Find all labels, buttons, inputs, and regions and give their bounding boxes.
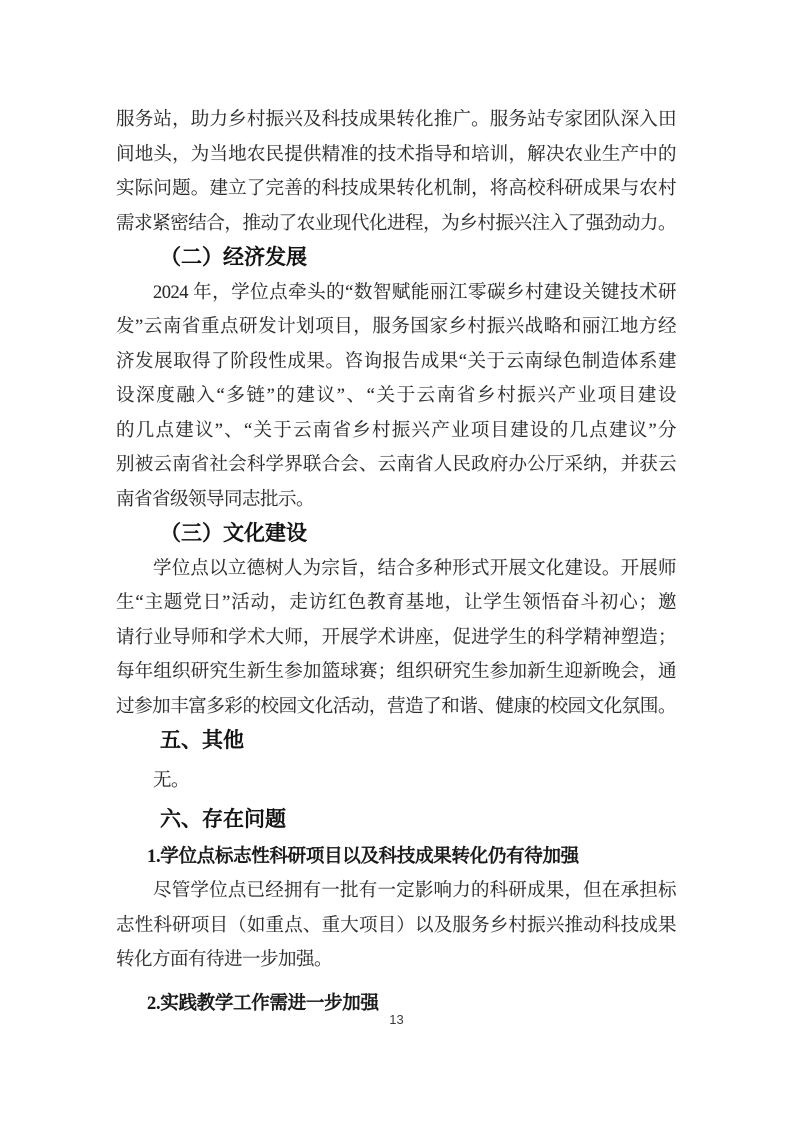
paragraph (116, 103, 676, 241)
text-line: 无。 (153, 770, 190, 791)
text-line: 别被云南省社会科学界联合会、云南省人民政府办公厅采纳，并获云 (116, 455, 676, 475)
text-line: 志性科研项目（如重点、重大项目）以及服务乡村振兴推动科技成果 (116, 915, 676, 936)
text-line: 发”云南省重点研发计划项目，服务国家乡村振兴战略和丽江地方经 (116, 317, 676, 337)
paragraph (116, 764, 676, 799)
text-line: 间地头，为当地农民提供精准的技术指导和培训，解决农业生产中的 (116, 144, 676, 165)
section-heading: （三）文化建设 (160, 522, 307, 545)
text-line: 南省省级领导同志批示。 (116, 489, 315, 510)
text-line: 尽管学位点已经拥有一批有一定影响力的科研成果，但在承担标 (153, 881, 676, 901)
text-line: 过参加丰富多彩的校园文化活动，营造了和谐、健康的校园文化氛围。 (116, 696, 676, 717)
text-line: 济发展取得了阶段性成果。咨询报告成果“关于云南绿色制造体系建 (116, 351, 676, 372)
paragraph (116, 276, 676, 518)
sub-heading: 1.学位点标志性科研项目以及科技成果转化仍有待加强 (147, 846, 579, 867)
text-line: 需求紧密结合，推动了农业现代化进程，为乡村振兴注入了强劲动力。 (116, 213, 676, 234)
text-line: 的几点建议”、“关于云南省乡村振兴产业项目建设的几点建议”分 (116, 420, 676, 441)
text-line: 2024 年，学位点牵头的“数智赋能丽江零碳乡村建设关键技术研 (153, 282, 676, 303)
paragraph (116, 874, 676, 978)
major-heading: 六、存在问题 (160, 808, 286, 831)
text-line: 请行业导师和学术大师，开展学术讲座，促进学生的科学精神塑造； (116, 627, 676, 648)
text-line: 服务站，助力乡村振兴及科技成果转化推广。服务站专家团队深入田 (116, 110, 676, 130)
text-line: 转化方面有待进一步加强。 (116, 950, 333, 970)
page-number: 13 (389, 1012, 404, 1027)
text-line: 每年组织研究生新生参加篮球赛；组织研究生参加新生迎新晚会，通 (116, 662, 676, 682)
text-line: 实际问题。建立了完善的科技成果转化机制，将高校科研成果与农村 (116, 179, 676, 199)
major-heading: 五、其他 (160, 729, 244, 752)
document-body (116, 103, 676, 1021)
paragraph (116, 552, 676, 725)
text-line: 学位点以立德树人为宗旨，结合多种形式开展文化建设。开展师 (153, 558, 676, 579)
sub-heading: 2.实践教学工作需进一步加强 (147, 993, 379, 1014)
section-heading: （二）经济发展 (160, 246, 307, 269)
text-line: 生“主题党日”活动，走访红色教育基地，让学生领悟奋斗初心；邀 (116, 593, 676, 613)
text-line: 设深度融入“多链”的建议”、“关于云南省乡村振兴产业项目建设 (116, 386, 676, 406)
